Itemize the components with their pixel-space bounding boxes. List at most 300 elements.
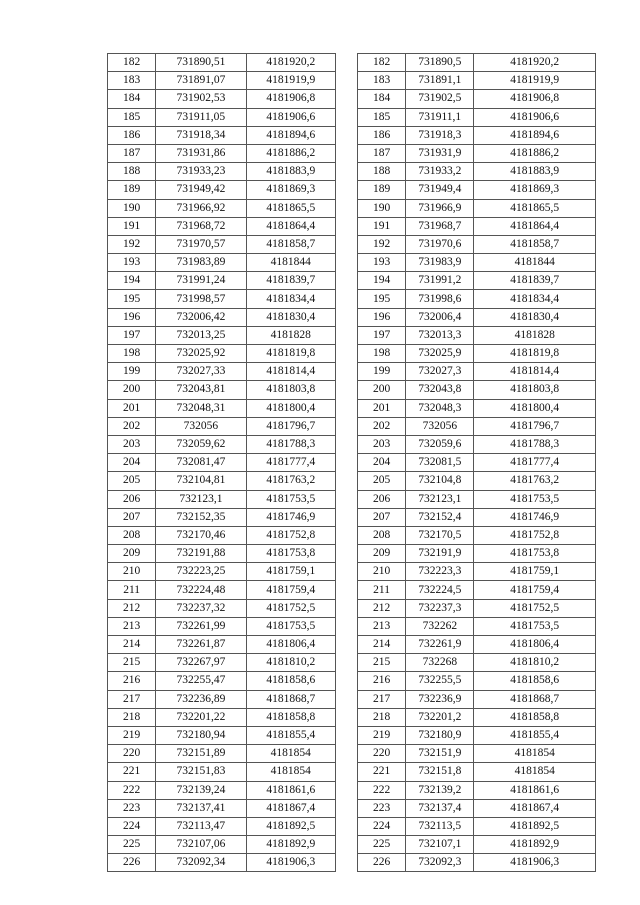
table-row xyxy=(108,399,336,417)
point-number-cell: 182 xyxy=(358,54,406,72)
y-coordinate-cell: 4181858,8 xyxy=(474,708,596,726)
table-row xyxy=(108,181,336,199)
point-number-cell: 218 xyxy=(108,708,156,726)
point-number-cell: 197 xyxy=(108,326,156,344)
x-coordinate-cell: 732267,97 xyxy=(156,654,246,672)
point-number-cell: 207 xyxy=(358,508,406,526)
table-row xyxy=(108,199,336,217)
table-row xyxy=(358,54,596,72)
point-number-cell: 200 xyxy=(108,381,156,399)
table-row xyxy=(108,854,336,872)
y-coordinate-cell: 4181858,7 xyxy=(474,235,596,253)
table-row xyxy=(108,454,336,472)
point-number-cell: 211 xyxy=(108,581,156,599)
table-row xyxy=(108,526,336,544)
table-row xyxy=(358,490,596,508)
point-number-cell: 187 xyxy=(358,144,406,162)
y-coordinate-cell: 4181883,9 xyxy=(474,163,596,181)
y-coordinate-cell: 4181752,8 xyxy=(474,526,596,544)
point-number-cell: 223 xyxy=(108,799,156,817)
x-coordinate-cell: 732048,31 xyxy=(156,399,246,417)
table-row xyxy=(358,654,596,672)
x-coordinate-cell: 731983,9 xyxy=(406,254,474,272)
table-row xyxy=(358,363,596,381)
table-row xyxy=(358,417,596,435)
y-coordinate-cell: 4181753,5 xyxy=(474,617,596,635)
y-coordinate-cell: 4181834,4 xyxy=(246,290,335,308)
y-coordinate-cell: 4181854 xyxy=(246,745,335,763)
x-coordinate-cell: 732236,9 xyxy=(406,690,474,708)
point-number-cell: 188 xyxy=(108,163,156,181)
table-row xyxy=(358,435,596,453)
table-row xyxy=(358,817,596,835)
y-coordinate-cell: 4181830,4 xyxy=(474,308,596,326)
x-coordinate-cell: 732043,81 xyxy=(156,381,246,399)
point-number-cell: 198 xyxy=(358,345,406,363)
table-row xyxy=(358,90,596,108)
y-coordinate-cell: 4181869,3 xyxy=(474,181,596,199)
x-coordinate-cell: 731968,7 xyxy=(406,217,474,235)
x-coordinate-cell: 732237,3 xyxy=(406,599,474,617)
table-row xyxy=(108,144,336,162)
y-coordinate-cell: 4181803,8 xyxy=(474,381,596,399)
y-coordinate-cell: 4181752,5 xyxy=(246,599,335,617)
point-number-cell: 195 xyxy=(108,290,156,308)
point-number-cell: 214 xyxy=(108,636,156,654)
y-coordinate-cell: 4181858,6 xyxy=(474,672,596,690)
x-coordinate-cell: 731991,24 xyxy=(156,272,246,290)
x-coordinate-cell: 732191,9 xyxy=(406,545,474,563)
point-number-cell: 206 xyxy=(108,490,156,508)
y-coordinate-cell: 4181814,4 xyxy=(474,363,596,381)
point-number-cell: 201 xyxy=(358,399,406,417)
y-coordinate-cell: 4181919,9 xyxy=(246,72,335,90)
point-number-cell: 212 xyxy=(358,599,406,617)
table-row xyxy=(358,472,596,490)
y-coordinate-cell: 4181855,4 xyxy=(474,726,596,744)
x-coordinate-cell: 732081,47 xyxy=(156,454,246,472)
x-coordinate-cell: 731968,72 xyxy=(156,217,246,235)
point-number-cell: 210 xyxy=(108,563,156,581)
x-coordinate-cell: 731949,42 xyxy=(156,181,246,199)
x-coordinate-cell: 731891,1 xyxy=(406,72,474,90)
point-number-cell: 211 xyxy=(358,581,406,599)
point-number-cell: 185 xyxy=(108,108,156,126)
point-number-cell: 201 xyxy=(108,399,156,417)
table-row xyxy=(358,763,596,781)
x-coordinate-cell: 731966,9 xyxy=(406,199,474,217)
table-row xyxy=(358,563,596,581)
y-coordinate-cell: 4181763,2 xyxy=(474,472,596,490)
point-number-cell: 189 xyxy=(358,181,406,199)
y-coordinate-cell: 4181777,4 xyxy=(246,454,335,472)
y-coordinate-cell: 4181920,2 xyxy=(474,54,596,72)
point-number-cell: 195 xyxy=(358,290,406,308)
point-number-cell: 208 xyxy=(108,526,156,544)
point-number-cell: 226 xyxy=(108,854,156,872)
y-coordinate-cell: 4181892,5 xyxy=(474,817,596,835)
table-row xyxy=(358,108,596,126)
y-coordinate-cell: 4181906,8 xyxy=(474,90,596,108)
y-coordinate-cell: 4181858,8 xyxy=(246,708,335,726)
x-coordinate-cell: 732092,34 xyxy=(156,854,246,872)
point-number-cell: 196 xyxy=(108,308,156,326)
y-coordinate-cell: 4181868,7 xyxy=(246,690,335,708)
y-coordinate-cell: 4181906,8 xyxy=(246,90,335,108)
point-number-cell: 207 xyxy=(108,508,156,526)
y-coordinate-cell: 4181865,5 xyxy=(474,199,596,217)
point-number-cell: 220 xyxy=(108,745,156,763)
point-number-cell: 221 xyxy=(108,763,156,781)
point-number-cell: 185 xyxy=(358,108,406,126)
table-row xyxy=(358,599,596,617)
table-row xyxy=(358,272,596,290)
y-coordinate-cell: 4181858,7 xyxy=(246,235,335,253)
x-coordinate-cell: 731890,5 xyxy=(406,54,474,72)
x-coordinate-cell: 731890,51 xyxy=(156,54,246,72)
point-number-cell: 210 xyxy=(358,563,406,581)
y-coordinate-cell: 4181803,8 xyxy=(246,381,335,399)
table-row xyxy=(358,708,596,726)
x-coordinate-cell: 732139,24 xyxy=(156,781,246,799)
point-number-cell: 184 xyxy=(108,90,156,108)
y-coordinate-cell: 4181788,3 xyxy=(246,435,335,453)
x-coordinate-cell: 732025,92 xyxy=(156,345,246,363)
table-row xyxy=(108,235,336,253)
table-row xyxy=(358,799,596,817)
point-number-cell: 213 xyxy=(108,617,156,635)
y-coordinate-cell: 4181894,6 xyxy=(246,126,335,144)
table-row xyxy=(358,690,596,708)
x-coordinate-cell: 732081,5 xyxy=(406,454,474,472)
x-coordinate-cell: 732104,81 xyxy=(156,472,246,490)
table-row xyxy=(108,435,336,453)
point-number-cell: 189 xyxy=(108,181,156,199)
point-number-cell: 203 xyxy=(358,435,406,453)
table-row xyxy=(358,345,596,363)
y-coordinate-cell: 4181800,4 xyxy=(246,399,335,417)
point-number-cell: 191 xyxy=(108,217,156,235)
x-coordinate-cell: 731918,34 xyxy=(156,126,246,144)
x-coordinate-cell: 732056 xyxy=(156,417,246,435)
x-coordinate-cell: 732123,1 xyxy=(406,490,474,508)
x-coordinate-cell: 732201,2 xyxy=(406,708,474,726)
table-row xyxy=(358,854,596,872)
x-coordinate-cell: 732151,8 xyxy=(406,763,474,781)
point-number-cell: 209 xyxy=(358,545,406,563)
x-coordinate-cell: 732027,3 xyxy=(406,363,474,381)
y-coordinate-cell: 4181828 xyxy=(246,326,335,344)
point-number-cell: 219 xyxy=(358,726,406,744)
y-coordinate-cell: 4181906,6 xyxy=(246,108,335,126)
table-row xyxy=(358,181,596,199)
table-row xyxy=(108,726,336,744)
y-coordinate-cell: 4181894,6 xyxy=(474,126,596,144)
table-row xyxy=(358,636,596,654)
point-number-cell: 213 xyxy=(358,617,406,635)
x-coordinate-cell: 732092,3 xyxy=(406,854,474,872)
x-coordinate-cell: 731931,9 xyxy=(406,144,474,162)
x-coordinate-cell: 731891,07 xyxy=(156,72,246,90)
table-row xyxy=(108,490,336,508)
x-coordinate-cell: 732107,06 xyxy=(156,836,246,854)
x-coordinate-cell: 731949,4 xyxy=(406,181,474,199)
x-coordinate-cell: 732255,5 xyxy=(406,672,474,690)
table-row xyxy=(108,690,336,708)
point-number-cell: 183 xyxy=(358,72,406,90)
table-row xyxy=(108,799,336,817)
x-coordinate-cell: 731902,5 xyxy=(406,90,474,108)
x-coordinate-cell: 732180,9 xyxy=(406,726,474,744)
table-row xyxy=(358,163,596,181)
point-number-cell: 196 xyxy=(358,308,406,326)
y-coordinate-cell: 4181855,4 xyxy=(246,726,335,744)
x-coordinate-cell: 731991,2 xyxy=(406,272,474,290)
x-coordinate-cell: 732013,25 xyxy=(156,326,246,344)
table-row xyxy=(358,454,596,472)
table-row xyxy=(108,654,336,672)
table-row xyxy=(358,836,596,854)
y-coordinate-cell: 4181892,5 xyxy=(246,817,335,835)
table-row xyxy=(358,581,596,599)
y-coordinate-cell: 4181759,1 xyxy=(246,563,335,581)
x-coordinate-cell: 731970,6 xyxy=(406,235,474,253)
point-number-cell: 193 xyxy=(108,254,156,272)
x-coordinate-cell: 731966,92 xyxy=(156,199,246,217)
table-row xyxy=(108,290,336,308)
table-row xyxy=(358,144,596,162)
y-coordinate-cell: 4181858,6 xyxy=(246,672,335,690)
table-row xyxy=(108,472,336,490)
table-row xyxy=(108,417,336,435)
y-coordinate-cell: 4181759,4 xyxy=(246,581,335,599)
x-coordinate-cell: 732013,3 xyxy=(406,326,474,344)
table-row xyxy=(108,326,336,344)
x-coordinate-cell: 731998,6 xyxy=(406,290,474,308)
x-coordinate-cell: 732224,5 xyxy=(406,581,474,599)
table-row xyxy=(358,199,596,217)
point-number-cell: 217 xyxy=(108,690,156,708)
y-coordinate-cell: 4181892,9 xyxy=(246,836,335,854)
point-number-cell: 209 xyxy=(108,545,156,563)
point-number-cell: 226 xyxy=(358,854,406,872)
table-row xyxy=(358,508,596,526)
x-coordinate-cell: 731911,1 xyxy=(406,108,474,126)
y-coordinate-cell: 4181869,3 xyxy=(246,181,335,199)
x-coordinate-cell: 731918,3 xyxy=(406,126,474,144)
table-row xyxy=(358,545,596,563)
y-coordinate-cell: 4181854 xyxy=(474,763,596,781)
y-coordinate-cell: 4181854 xyxy=(474,745,596,763)
table-row xyxy=(358,381,596,399)
x-coordinate-cell: 732261,9 xyxy=(406,636,474,654)
table-row xyxy=(108,781,336,799)
point-number-cell: 186 xyxy=(108,126,156,144)
table-row xyxy=(108,90,336,108)
point-number-cell: 205 xyxy=(108,472,156,490)
y-coordinate-cell: 4181810,2 xyxy=(474,654,596,672)
y-coordinate-cell: 4181834,4 xyxy=(474,290,596,308)
table-row xyxy=(108,817,336,835)
y-coordinate-cell: 4181828 xyxy=(474,326,596,344)
table-row xyxy=(108,508,336,526)
point-number-cell: 215 xyxy=(108,654,156,672)
y-coordinate-cell: 4181864,4 xyxy=(246,217,335,235)
table-row xyxy=(358,326,596,344)
y-coordinate-cell: 4181830,4 xyxy=(246,308,335,326)
point-number-cell: 225 xyxy=(108,836,156,854)
table-row xyxy=(358,617,596,635)
x-coordinate-cell: 732237,32 xyxy=(156,599,246,617)
x-coordinate-cell: 731983,89 xyxy=(156,254,246,272)
table-row xyxy=(108,836,336,854)
table-row xyxy=(358,72,596,90)
point-number-cell: 192 xyxy=(108,235,156,253)
table-row xyxy=(108,272,336,290)
y-coordinate-cell: 4181868,7 xyxy=(474,690,596,708)
y-coordinate-cell: 4181839,7 xyxy=(246,272,335,290)
x-coordinate-cell: 732151,9 xyxy=(406,745,474,763)
x-coordinate-cell: 732006,42 xyxy=(156,308,246,326)
table-row xyxy=(108,672,336,690)
x-coordinate-cell: 732027,33 xyxy=(156,363,246,381)
x-coordinate-cell: 732025,9 xyxy=(406,345,474,363)
point-number-cell: 203 xyxy=(108,435,156,453)
point-number-cell: 222 xyxy=(108,781,156,799)
coordinates-table-left-body xyxy=(108,54,336,872)
point-number-cell: 186 xyxy=(358,126,406,144)
x-coordinate-cell: 732006,4 xyxy=(406,308,474,326)
y-coordinate-cell: 4181854 xyxy=(246,763,335,781)
x-coordinate-cell: 732223,3 xyxy=(406,563,474,581)
coordinates-table-right xyxy=(357,53,596,872)
point-number-cell: 199 xyxy=(358,363,406,381)
y-coordinate-cell: 4181800,4 xyxy=(474,399,596,417)
y-coordinate-cell: 4181839,7 xyxy=(474,272,596,290)
table-row xyxy=(358,235,596,253)
y-coordinate-cell: 4181920,2 xyxy=(246,54,335,72)
y-coordinate-cell: 4181886,2 xyxy=(246,144,335,162)
table-row xyxy=(358,126,596,144)
y-coordinate-cell: 4181796,7 xyxy=(246,417,335,435)
y-coordinate-cell: 4181788,3 xyxy=(474,435,596,453)
table-row xyxy=(108,599,336,617)
x-coordinate-cell: 731902,53 xyxy=(156,90,246,108)
point-number-cell: 204 xyxy=(108,454,156,472)
point-number-cell: 220 xyxy=(358,745,406,763)
x-coordinate-cell: 732224,48 xyxy=(156,581,246,599)
y-coordinate-cell: 4181753,5 xyxy=(246,490,335,508)
y-coordinate-cell: 4181777,4 xyxy=(474,454,596,472)
point-number-cell: 208 xyxy=(358,526,406,544)
point-number-cell: 193 xyxy=(358,254,406,272)
y-coordinate-cell: 4181867,4 xyxy=(246,799,335,817)
x-coordinate-cell: 732170,5 xyxy=(406,526,474,544)
x-coordinate-cell: 732262 xyxy=(406,617,474,635)
point-number-cell: 224 xyxy=(358,817,406,835)
coordinates-table-right-body xyxy=(358,54,596,872)
y-coordinate-cell: 4181919,9 xyxy=(474,72,596,90)
table-row xyxy=(358,399,596,417)
point-number-cell: 222 xyxy=(358,781,406,799)
point-number-cell: 214 xyxy=(358,636,406,654)
x-coordinate-cell: 732137,41 xyxy=(156,799,246,817)
table-row xyxy=(108,54,336,72)
y-coordinate-cell: 4181906,3 xyxy=(474,854,596,872)
x-coordinate-cell: 732137,4 xyxy=(406,799,474,817)
table-row xyxy=(108,763,336,781)
table-row xyxy=(358,672,596,690)
table-row xyxy=(108,545,336,563)
point-number-cell: 190 xyxy=(108,199,156,217)
point-number-cell: 216 xyxy=(108,672,156,690)
point-number-cell: 191 xyxy=(358,217,406,235)
y-coordinate-cell: 4181844 xyxy=(474,254,596,272)
point-number-cell: 184 xyxy=(358,90,406,108)
y-coordinate-cell: 4181861,6 xyxy=(474,781,596,799)
point-number-cell: 187 xyxy=(108,144,156,162)
x-coordinate-cell: 732113,5 xyxy=(406,817,474,835)
point-number-cell: 200 xyxy=(358,381,406,399)
table-row xyxy=(108,108,336,126)
x-coordinate-cell: 732151,89 xyxy=(156,745,246,763)
y-coordinate-cell: 4181763,2 xyxy=(246,472,335,490)
table-row xyxy=(108,126,336,144)
x-coordinate-cell: 732107,1 xyxy=(406,836,474,854)
point-number-cell: 216 xyxy=(358,672,406,690)
y-coordinate-cell: 4181814,4 xyxy=(246,363,335,381)
x-coordinate-cell: 732201,22 xyxy=(156,708,246,726)
table-row xyxy=(108,563,336,581)
y-coordinate-cell: 4181753,5 xyxy=(474,490,596,508)
point-number-cell: 192 xyxy=(358,235,406,253)
x-coordinate-cell: 732255,47 xyxy=(156,672,246,690)
x-coordinate-cell: 731931,86 xyxy=(156,144,246,162)
point-number-cell: 219 xyxy=(108,726,156,744)
table-row xyxy=(108,308,336,326)
y-coordinate-cell: 4181810,2 xyxy=(246,654,335,672)
point-number-cell: 199 xyxy=(108,363,156,381)
x-coordinate-cell: 732180,94 xyxy=(156,726,246,744)
x-coordinate-cell: 732261,99 xyxy=(156,617,246,635)
x-coordinate-cell: 732191,88 xyxy=(156,545,246,563)
point-number-cell: 224 xyxy=(108,817,156,835)
x-coordinate-cell: 732139,2 xyxy=(406,781,474,799)
y-coordinate-cell: 4181746,9 xyxy=(474,508,596,526)
point-number-cell: 215 xyxy=(358,654,406,672)
x-coordinate-cell: 732152,35 xyxy=(156,508,246,526)
point-number-cell: 223 xyxy=(358,799,406,817)
x-coordinate-cell: 731933,2 xyxy=(406,163,474,181)
point-number-cell: 204 xyxy=(358,454,406,472)
x-coordinate-cell: 732268 xyxy=(406,654,474,672)
y-coordinate-cell: 4181753,5 xyxy=(246,617,335,635)
y-coordinate-cell: 4181864,4 xyxy=(474,217,596,235)
point-number-cell: 202 xyxy=(358,417,406,435)
x-coordinate-cell: 732236,89 xyxy=(156,690,246,708)
table-row xyxy=(358,526,596,544)
y-coordinate-cell: 4181753,8 xyxy=(246,545,335,563)
table-row xyxy=(358,217,596,235)
table-row xyxy=(108,636,336,654)
y-coordinate-cell: 4181892,9 xyxy=(474,836,596,854)
y-coordinate-cell: 4181753,8 xyxy=(474,545,596,563)
y-coordinate-cell: 4181752,5 xyxy=(474,599,596,617)
point-number-cell: 206 xyxy=(358,490,406,508)
x-coordinate-cell: 732056 xyxy=(406,417,474,435)
point-number-cell: 221 xyxy=(358,763,406,781)
y-coordinate-cell: 4181883,9 xyxy=(246,163,335,181)
